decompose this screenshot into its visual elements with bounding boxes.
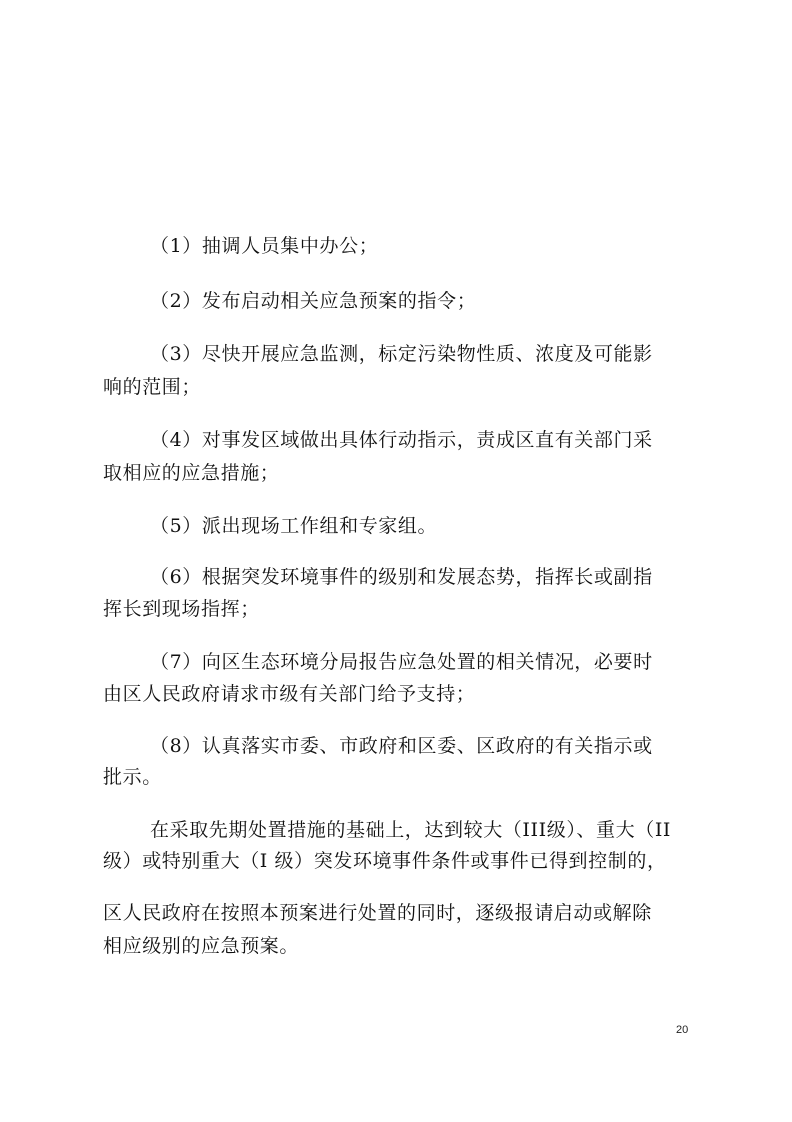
closing-line-4: 相应级别的应急预案。 [103, 935, 300, 957]
item-4-line-1: （4）对事发区域做出具体行动指示，责成区直有关部门采 [150, 429, 653, 451]
page-number: 20 [676, 1024, 689, 1036]
closing-line-1: 在采取先期处置措施的基础上，达到较大（III级）、重大（II [150, 819, 672, 841]
item-5: （5）派出现场工作组和专家组。 [150, 515, 438, 537]
item-1: （1）抽调人员集中办公； [150, 235, 379, 257]
item-7-line-2: 由区人民政府请求市级有关部门给予支持； [103, 683, 476, 705]
closing-line-3: 区人民政府在按照本预案进行处置的同时，逐级报请启动或解除 [103, 902, 652, 924]
item-2: （2）发布启动相关应急预案的指令； [150, 290, 477, 312]
item-7-line-1: （7）向区生态环境分局报告应急处置的相关情况，必要时 [150, 651, 653, 673]
item-8-line-2: 批示。 [103, 766, 162, 788]
item-4-line-2: 取相应的应急措施； [103, 462, 280, 484]
closing-line-2: 级）或特别重大（I 级）突发环境事件条件或事件已得到控制的， [103, 850, 667, 872]
item-3-line-2: 响的范围； [103, 376, 202, 398]
item-8-line-1: （8）认真落实市委、市政府和区委、区政府的有关指示或 [150, 735, 653, 757]
item-6-line-2: 挥长到现场指挥； [103, 598, 260, 620]
item-6-line-1: （6）根据突发环境事件的级别和发展态势，指挥长或副指 [150, 566, 653, 588]
item-3-line-1: （3）尽快开展应急监测，标定污染物性质、浓度及可能影 [150, 343, 653, 365]
